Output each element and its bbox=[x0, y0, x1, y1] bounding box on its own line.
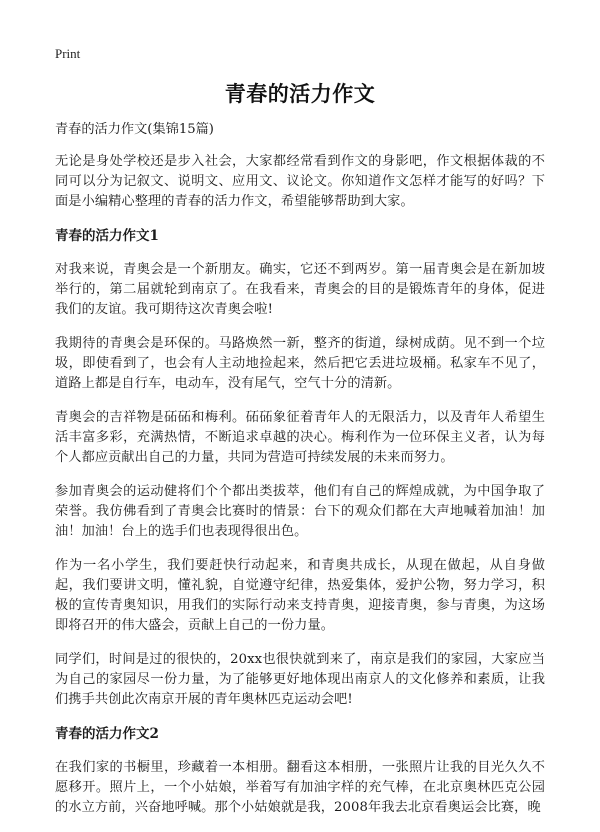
paragraph: 对我来说，青奥会是一个新朋友。确实，它还不到两岁。第一届青奥会是在新加坡举行的，第二届就轮到南京了。在我看来，青奥会的目的是锻炼青年的身体，促进我们的友谊。我可期待这次青奥会啦! bbox=[55, 262, 545, 317]
paragraph: 同学们，时间是过的很快的，20xx也很快就到来了，南京是我们的家园，大家应当为自己的家园尽一份力量，为了能够更好地体现出南京人的文化修养和素质，让我们携手共创此次南京开展的青年奥林匹克运动会吧! bbox=[55, 652, 545, 707]
document-subtitle: 青春的活力作文(集锦15篇) bbox=[55, 122, 214, 137]
document-body bbox=[55, 120, 545, 832]
intro-paragraph: 无论是身处学校还是步入社会，大家都经常看到作文的身影吧，作文根据体裁的不同可以分为记叙文、说明文、应用文、议论文。你知道作文怎样才能写的好吗？下面是小编精心整理的青春的活力作文，希望能够帮助到大家。 bbox=[55, 154, 545, 209]
section-heading: 青春的活力作文1 bbox=[55, 228, 159, 244]
section-heading: 青春的活力作文2 bbox=[55, 726, 159, 742]
paragraph: 在我们家的书橱里，珍藏着一本相册。翻看这本相册，一张照片让我的目光久久不愿移开。照片上，一个小姑娘，举着写有加油字样的充气棒，在北京奥林匹克公园的水立方前，兴奋地呼喊。那个小姑娘就是我，2008年我去北京看奥运会比赛，晚 bbox=[55, 760, 545, 815]
paragraph: 作为一名小学生，我们要赶快行动起来，和青奥共成长，从现在做起，从自身做起，我们要讲文明，懂礼貌，自觉遵守纪律，热爱集体，爱护公物，努力学习，积极的宣传青奥知识，用我们的实际行动来支持青奥，迎接青奥，参与青奥，为这场即将召开的伟大盛会，贡献上自己的一份力量。 bbox=[55, 558, 545, 633]
paragraph: 青奥会的吉祥物是砳砳和梅利。砳砳象征着青年人的无限活力，以及青年人希望生活丰富多彩，充满热情，不断追求卓越的决心。梅利作为一位环保主义者，认为每个人都应贡献出自己的力量，共同为营造可持续发展的未来而努力。 bbox=[55, 410, 545, 465]
paragraph: 参加青奥会的运动健将们个个都出类拔萃，他们有自己的辉煌成就，为中国争取了荣誉。我仿佛看到了青奥会比赛时的情景：台下的观众们都在大声地喊着加油！加油！加油！台上的选手们也表现得很出色。 bbox=[55, 484, 545, 539]
page-title: 青春的活力作文 bbox=[224, 81, 376, 106]
paragraph: 我期待的青奥会是环保的。马路焕然一新，整齐的街道，绿树成荫。见不到一个垃圾，即使看到了，也会有人主动地捡起来，然后把它丢进垃圾桶。私家车不见了，道路上都是自行车，电动车，没有尾气，空气十分的清新。 bbox=[55, 336, 545, 391]
print-label[interactable]: Print bbox=[55, 46, 81, 61]
